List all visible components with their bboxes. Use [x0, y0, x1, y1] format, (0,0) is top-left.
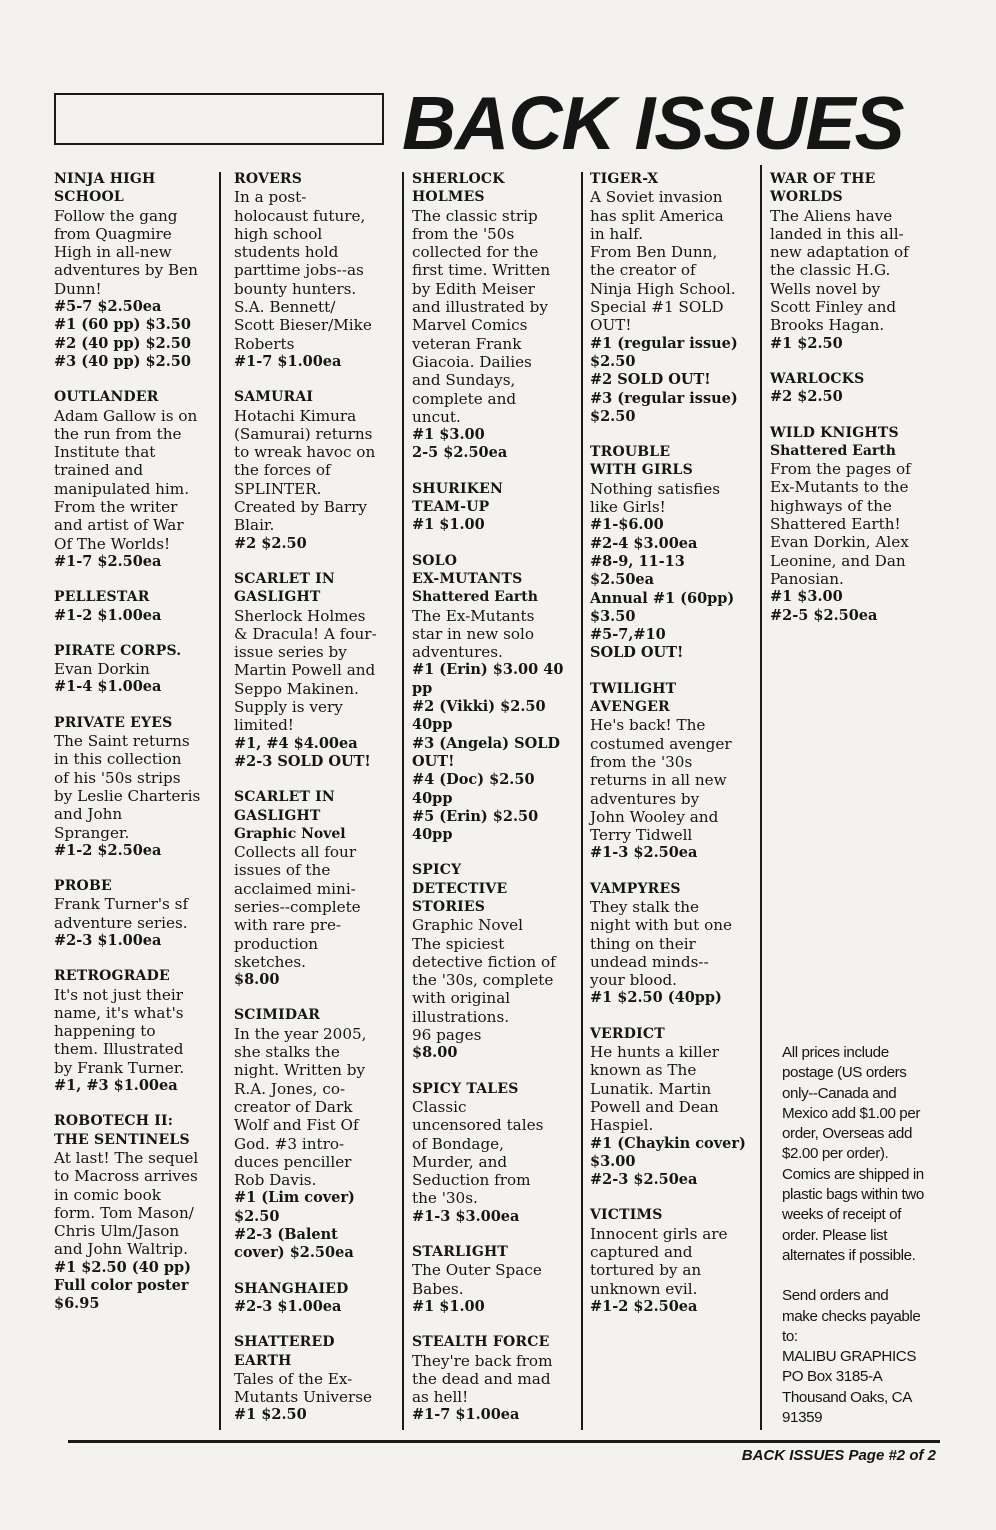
entry-description: Sherlock Holmes & Dracula! A four- issue series by Martin Powell and Seppo Makinen. Supply is very limited!	[234, 606, 377, 735]
entry-description: The Outer Space Babes.	[412, 1261, 542, 1298]
catalog-entry	[54, 388, 218, 571]
entry-price: #1 $2.50 (40pp)	[590, 989, 722, 1007]
catalog-entry	[412, 170, 578, 463]
entry-description: They stalk the night with but one thing on their undead minds-- your blood.	[590, 897, 732, 990]
entry-description: Nothing satisfies like Girls!	[590, 479, 721, 517]
header-blank-box	[54, 93, 384, 145]
entry-description: Classic uncensored tales of Bondage, Murder, and Seduction from the '30s.	[412, 1097, 544, 1208]
entry-price: $8.00	[412, 1044, 458, 1062]
entry-title: WARLOCKS	[770, 370, 865, 387]
entry-description: Evan Dorkin	[54, 660, 150, 679]
catalog-entry	[590, 1206, 756, 1316]
entry-title: NINJA HIGH SCHOOL	[54, 171, 156, 206]
entry-subtitle: Shattered Earth	[412, 589, 538, 606]
entry-title: WAR OF THE WORLDS	[770, 171, 876, 206]
entry-price: #1-3 $2.50ea	[590, 844, 698, 862]
entry-price: #1 $2.50 (40 pp) Full color poster $6.95	[54, 1258, 191, 1313]
catalog-entry	[54, 1112, 218, 1313]
entry-title: SHERLOCK HOLMES	[412, 171, 505, 206]
catalog-entry	[412, 552, 578, 845]
entry-price: #1-2 $2.50ea	[54, 841, 162, 859]
catalog-entry	[770, 370, 936, 407]
catalog-column-1	[54, 170, 218, 1331]
catalog-entry	[54, 170, 218, 371]
entry-title: PRIVATE EYES	[54, 714, 173, 731]
entry-description: Hotachi Kimura (Samurai) returns to wreak havoc on the forces of SPLINTER. Created by Barry Blair.	[234, 406, 376, 535]
entry-price: #1 (regular issue) $2.50 #2 SOLD OUT! #3 (regular issue) $2.50	[590, 334, 738, 425]
entry-price: #1 (Erin) $3.00 40 pp #2 (Vikki) $2.50 40pp #3 (Angela) SOLD OUT! #4 (Doc) $2.50 40pp #5 (Erin) $2.50 40pp	[412, 661, 564, 844]
catalog-entry	[590, 880, 756, 1008]
entry-price: #1-7 $1.00ea	[412, 1406, 520, 1424]
entry-title: SOLO EX-MUTANTS	[412, 552, 523, 587]
entry-title: SHANGHAIED	[234, 1280, 349, 1297]
catalog-entry	[54, 877, 218, 950]
entry-description: The Aliens have landed in this all- new adaptation of the classic H.G. Wells novel by Scott Finley and Brooks Hagan.	[770, 206, 909, 335]
entry-title: SHATTERED EARTH	[234, 1334, 335, 1369]
catalog-entry	[412, 1243, 578, 1316]
entry-description: Innocent girls are captured and tortured by an unknown evil.	[590, 1224, 728, 1298]
entry-description: The classic strip from the '50s collected for the first time. Written by Edith Meiser and illustrated by Marvel Comics veteran Frank Giacoia. Dailies and Sundays, complete and uncut.	[412, 206, 551, 426]
entry-price: #1 $1.00	[412, 1297, 485, 1315]
catalog-entry	[54, 642, 218, 697]
entry-price: #1 (Chaykin cover) $3.00 #2-3 $2.50ea	[590, 1134, 746, 1189]
order-address: Send orders and make checks payable to: MALIBU GRAPHICS PO Box 3185-A Thousand Oaks, CA 91359	[782, 1287, 921, 1427]
entry-price: #2-3 $1.00ea	[234, 1297, 342, 1315]
entry-price: #1-3 $3.00ea	[412, 1207, 520, 1225]
catalog-entry	[412, 861, 578, 1062]
entry-description: He hunts a killer known as The Lunatik. Martin Powell and Dean Haspiel.	[590, 1043, 720, 1135]
entry-title: SHURIKEN TEAM-UP	[412, 480, 503, 516]
entry-title: STARLIGHT	[412, 1244, 509, 1261]
entry-title: PIRATE CORPS.	[54, 642, 182, 659]
entry-title: SCIMIDAR	[234, 1007, 321, 1024]
entry-price: #1-7 $1.00ea	[234, 352, 342, 370]
catalog-entry	[54, 967, 218, 1095]
entry-description: He's back! The costumed avenger from the '30s returns in all new adventures by John Wooley and Terry Tidwell	[590, 716, 732, 845]
entry-price: #1-7 $2.50ea	[54, 552, 162, 570]
entry-description: In the year 2005, she stalks the night. Written by R.A. Jones, co- creator of Dark Wolf and Fist Of God. #3 intro- duces penciller Rob Davis.	[234, 1024, 367, 1190]
entry-title: VERDICT	[590, 1025, 665, 1042]
catalog-entry	[234, 1333, 402, 1424]
entry-price: #1, #4 $4.00ea #2-3 SOLD OUT!	[234, 734, 371, 770]
entry-title: SCARLET IN GASLIGHT	[234, 789, 335, 824]
entry-price: #1-4 $1.00ea	[54, 678, 162, 696]
catalog-column-5	[770, 170, 936, 642]
entry-description: Graphic Novel The spiciest detective fiction of the '30s, complete with original illustrations. 96 pages	[412, 916, 556, 1045]
entry-title: TWILIGHT AVENGER	[590, 680, 677, 716]
catalog-entry	[234, 170, 402, 371]
entry-description: The Saint returns in this collection of his '50s strips by Leslie Charteris and John Spranger.	[54, 732, 201, 842]
page-title: BACK ISSUES	[402, 81, 904, 165]
column-divider	[760, 165, 762, 1430]
catalog-entry	[54, 714, 218, 860]
entry-price: #1-2 $2.50ea	[590, 1297, 698, 1315]
catalog-entry	[234, 1280, 402, 1317]
catalog-entry	[590, 443, 756, 663]
entry-description: They're back from the dead and mad as hell!	[412, 1351, 553, 1407]
catalog-entry	[770, 170, 936, 353]
catalog-entry	[590, 680, 756, 863]
pricing-note: All prices include postage (US orders only--Canada and Mexico add $1.00 per order, Overseas add $2.00 per order). Comics are shipped in plastic bags within two weeks of receipt of order. Please list alternates if possible.	[782, 1044, 924, 1264]
entry-subtitle: Shattered Earth	[770, 442, 896, 459]
entry-title: ROVERS	[234, 171, 303, 187]
entry-title: SAMURAI	[234, 389, 314, 406]
entry-price: $8.00	[234, 971, 280, 989]
entry-price: #2-3 $1.00ea	[54, 931, 162, 949]
column-divider	[581, 172, 583, 1430]
entry-price: #5-7 $2.50ea #1 (60 pp) $3.50 #2 (40 pp) $2.50 #3 (40 pp) $2.50	[54, 298, 191, 370]
entry-price: #1-$6.00 #2-4 $3.00ea #8-9, 11-13 $2.50ea Annual #1 (60pp) $3.50 #5-7,#10 SOLD OUT!	[590, 516, 735, 662]
entry-price: #1 $1.00	[412, 516, 485, 534]
entry-description: It's not just their name, it's what's happening to them. Illustrated by Frank Turner.	[54, 985, 185, 1077]
catalog-entry	[234, 1006, 402, 1262]
entry-title: SPICY TALES	[412, 1080, 519, 1097]
entry-description: Follow the gang from Quagmire High in all-new adventures by Ben Dunn!	[54, 206, 198, 298]
entry-price: #2 $2.50	[234, 534, 307, 552]
entry-title: SCARLET IN GASLIGHT	[234, 570, 335, 606]
entry-title: RETROGRADE	[54, 968, 170, 985]
entry-description: Collects all four issues of the acclaimed mini- series--complete with rare pre- production sketches.	[234, 843, 361, 971]
catalog-entry	[54, 588, 218, 625]
entry-price: #1 $3.00 2-5 $2.50ea	[412, 426, 508, 462]
entry-price: #1, #3 $1.00ea	[54, 1077, 178, 1095]
catalog-entry	[412, 480, 578, 535]
entry-subtitle: Graphic Novel	[234, 825, 346, 842]
entry-description: Tales of the Ex- Mutants Universe	[234, 1369, 373, 1407]
entry-price: #1-2 $1.00ea	[54, 606, 162, 624]
entry-price: #2 $2.50	[770, 388, 843, 406]
column-divider	[219, 172, 221, 1430]
catalog-entry	[412, 1080, 578, 1226]
catalog-column-4	[590, 170, 756, 1333]
entry-description: Frank Turner's sf adventure series.	[54, 895, 189, 932]
entry-title: PROBE	[54, 878, 112, 895]
ordering-notice	[782, 1043, 942, 1448]
catalog-column-2	[234, 170, 402, 1442]
entry-title: STEALTH FORCE	[412, 1334, 550, 1351]
entry-description: The Ex-Mutants star in new solo adventures.	[412, 606, 535, 662]
entry-title: WILD KNIGHTS	[770, 424, 899, 441]
catalog-entry	[234, 788, 402, 989]
entry-price: #1 $3.00 #2-5 $2.50ea	[770, 588, 878, 624]
entry-title: TROUBLE WITH GIRLS	[590, 444, 693, 479]
entry-price: #1 (Lim cover) $2.50 #2-3 (Balent cover) $2.50ea	[234, 1189, 355, 1262]
catalog-entry	[234, 388, 402, 553]
entry-title: VICTIMS	[590, 1207, 663, 1224]
catalog-entry	[590, 1025, 756, 1190]
entry-price: #1 $2.50	[234, 1406, 307, 1424]
entry-title: ROBOTECH II: THE SENTINELS	[54, 1113, 190, 1148]
catalog-entry	[590, 170, 756, 426]
catalog-column-3	[412, 170, 578, 1442]
catalog-entry	[234, 570, 402, 771]
footer-rule	[68, 1440, 940, 1443]
entry-price: #1 $2.50	[770, 334, 843, 352]
entry-title: TIGER-X	[590, 171, 659, 187]
column-divider	[402, 172, 404, 1430]
catalog-entry	[770, 424, 936, 625]
entry-description: From the pages of Ex-Mutants to the highways of the Shattered Earth! Evan Dorkin, Alex Leonine, and Dan Panosian.	[770, 460, 911, 588]
entry-description: A Soviet invasion has split America in half. From Ben Dunn, the creator of Ninja High School. Special #1 SOLD OUT!	[590, 188, 736, 335]
catalog-entry	[412, 1333, 578, 1424]
page-footer: BACK ISSUES Page #2 of 2	[741, 1447, 936, 1464]
entry-description: Adam Gallow is on the run from the Institute that trained and manipulated him. From the writer and artist of War Of The Worlds!	[54, 406, 198, 553]
entry-title: OUTLANDER	[54, 389, 159, 406]
entry-description: In a post- holocaust future, high school students hold parttime jobs--as bounty hunters. S.A. Bennett/ Scott Bieser/Mike Roberts	[234, 188, 372, 353]
entry-description: At last! The sequel to Macross arrives in comic book form. Tom Mason/ Chris Ulm/Jason and John Waltrip.	[54, 1148, 199, 1259]
entry-title: PELLESTAR	[54, 589, 150, 606]
entry-title: SPICY DETECTIVE STORIES	[412, 862, 508, 915]
entry-title: VAMPYRES	[590, 880, 681, 897]
